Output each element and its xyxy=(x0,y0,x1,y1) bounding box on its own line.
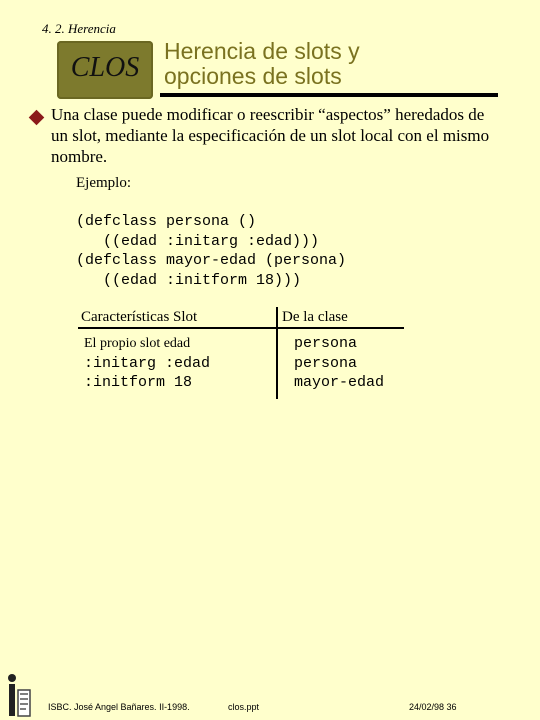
footer-date-page: 24/02/98 36 xyxy=(409,702,457,712)
table-column-divider xyxy=(276,307,278,399)
footer-file: clos.ppt xyxy=(228,702,260,712)
code-block xyxy=(76,212,346,290)
clos-badge-text: CLOS xyxy=(70,52,140,83)
slide-title-line2: opciones de slots xyxy=(164,63,342,89)
table-header-rule xyxy=(78,327,404,329)
code-line-1: (defclass persona () xyxy=(76,213,257,230)
table-cell: mayor-edad xyxy=(294,374,385,391)
code-line-3: (defclass mayor-edad (persona) xyxy=(76,252,347,269)
title-underline xyxy=(160,93,498,97)
section-label: 4. 2. Herencia xyxy=(42,21,116,36)
table-header-class: De la clase xyxy=(282,309,348,325)
bullet-paragraph: Una clase puede modificar o reescribir “aspectos” heredados de un slot, mediante la especificación de un slot local con el mismo nombre. xyxy=(51,105,490,166)
table-header-characteristics: Características Slot xyxy=(81,309,198,325)
footer-author: ISBC. José Angel Bañares. II-1998. xyxy=(48,702,190,712)
table-cell: persona xyxy=(294,354,358,372)
slide-title-line1: Herencia de slots y xyxy=(164,38,360,64)
isbc-logo-icon xyxy=(6,672,34,718)
table-col-class xyxy=(294,334,384,393)
example-label: Ejemplo: xyxy=(76,175,131,191)
diamond-bullet-icon xyxy=(29,110,45,126)
table-cell: El propio slot edad xyxy=(84,336,191,351)
slide-title xyxy=(164,39,360,89)
table-cell: :initform 18 xyxy=(84,374,193,391)
table-cell: persona xyxy=(294,335,358,352)
table-cell: :initarg :edad xyxy=(84,354,211,372)
table-col-characteristics xyxy=(84,334,210,393)
code-line-4: ((edad :initform 18))) xyxy=(76,271,302,289)
code-line-2: ((edad :initarg :edad))) xyxy=(76,232,320,250)
